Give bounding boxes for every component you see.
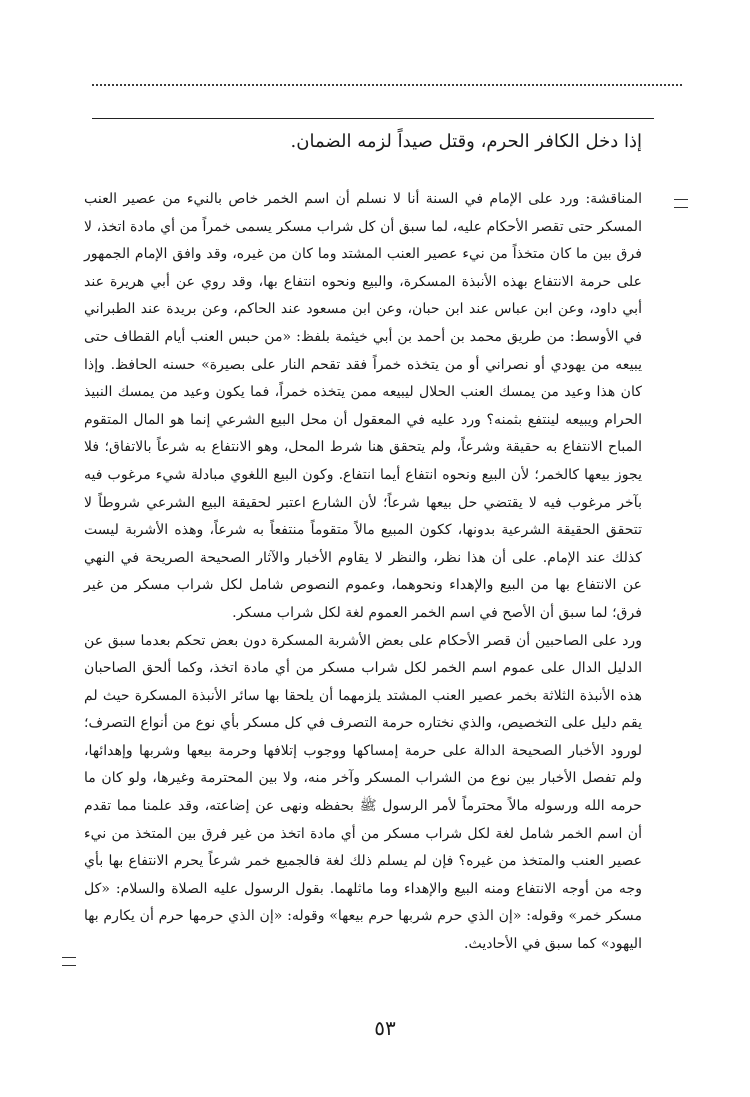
paragraph-companions: ورد على الصاحبين أن قصر الأحكام على بعض الأشربة المسكرة دون بعض تحكم بعدما سبق عن الدليل الدال على عموم اسم الخمر لكل شراب مسكر من أي مادة اتخذ، وكما ألحق الصاحبان هذه الأنبذة الثلاثة بخمر عصير العنب المشتد يلزمهما أن يلحقا بها سائر الأنبذة المسكرة حيث لم يقم دليل على التخصيص، والذي نختاره حرمة التصرف في كل مسكر بأي نوع من أنواع التصرف؛ لورود الأخبار الصحيحة الدالة على حرمة إمساكها ووجوب إتلافها وحرمة بيعها وشربها وإهدائها، ولم تفصل الأخبار بين نوع من الشراب المسكر وآخر منه، ولا بين المحترمة وغيرها، ولو كان ما حرمه الله ورسوله مالاً محترماً لأمر الرسول ﷺ بحفظه ونهى عن إضاعته، وقد علمنا مما تقدم أن اسم الخمر شامل لغة لكل شراب مسكر من أي مادة اتخذ من غير فرق بين المتخذ من نيء عصير العنب والمتخذ من غيره؟ فإن لم يسلم ذلك لغة فالجميع خمر شرعاً يحرم الانتفاع بها بأي وجه من أوجه الانتفاع ومنه البيع والإهداء وما ماثلهما. بقول الرسول عليه الصلاة والسلام: «كل مسكر خمر» وقوله: «إن الذي حرم شربها حرم بيعها» وقوله: «إن الذي حرمها حرم أن يكارم بها اليهود» كما سبق في الأحاديث. [84, 632, 642, 953]
solid-separator [92, 118, 654, 119]
paragraph-discussion: المناقشة: ورد على الإمام في السنة أنا لا نسلم أن اسم الخمر خاص بالنيء من عصير العنب المسكر حتى تقصر الأحكام عليه، لما سبق أن كل شراب مسكر يسمى خمراً من أي مادة اتخذ، لا فرق بين ما كان متخذاً من نيء عصير العنب المشتد وما كان من غيره، وقد وافق الإمام الجمهور على حرمة الانتفاع بهذه الأنبذة المسكرة، والبيع ونحوه انتفاع بها، وقد روي عن أبي هريرة عند أبي داود، وعن ابن عباس عند ابن حبان، وعن ابن مسعود عند الحاكم، وعن بريدة عند الطبراني في الأوسط: من طريق محمد بن أحمد بن أبي خيثمة بلفظ: «من حبس العنب أيام القطاف حتى يبيعه من يهودي أو نصراني أو من يتخذه خمراً فقد تقحم النار على بصيرة» حسنه الحافظ. وإذا كان هذا وعيد من يمسك العنب الحلال ليبيعه ممن يتخذه خمراً، فما يكون وعيد من يمسك النبيذ الحرام ويبيعه لينتفع بثمنه؟ ورد عليه في المعقول أن محل البيع الشرعي إنما هو المال المتقوم المباح الانتفاع به حقيقة وشرعاً، ولم يتحقق هنا شرط المحل، وهو الانتفاع به شرعاً بالاتفاق؛ فلا يجوز بيعها كالخمر؛ لأن البيع ونحوه انتفاع أيما انتفاع. وكون البيع اللغوي مبادلة شيء مرغوب فيه بآخر مرغوب فيه لا يقتضي حل بيعها شرعاً؛ لأن الشارع اعتبر لحقيقة البيع الشرعي شروطاً لا تتحقق الحقيقة الشرعية بدونها، ككون المبيع مالاً متقوماً منتفعاً به شرعاً، وهذه الأشربة ليست كذلك عند الإمام. على أن هذا نظر، والنظر لا يقاوم الأخبار والآثار الصحيحة الصريحة في النهي عن الانتفاع بها من البيع والإهداء ونحوهما، وعموم النصوص شامل لكل شراب مسكر من غير فرق؛ لما سبق أن الأصح في اسم الخمر العموم لغة لكل شراب مسكر. [84, 191, 642, 621]
dotted-separator [92, 84, 682, 86]
page-number: ٥٣ [374, 1016, 396, 1040]
equals-margin-mark [62, 957, 76, 966]
equals-margin-mark [674, 199, 688, 208]
discussion-section [84, 186, 642, 959]
intro-line: إذا دخل الكافر الحرم، وقتل صيداً لزمه الضمان. [290, 131, 642, 152]
